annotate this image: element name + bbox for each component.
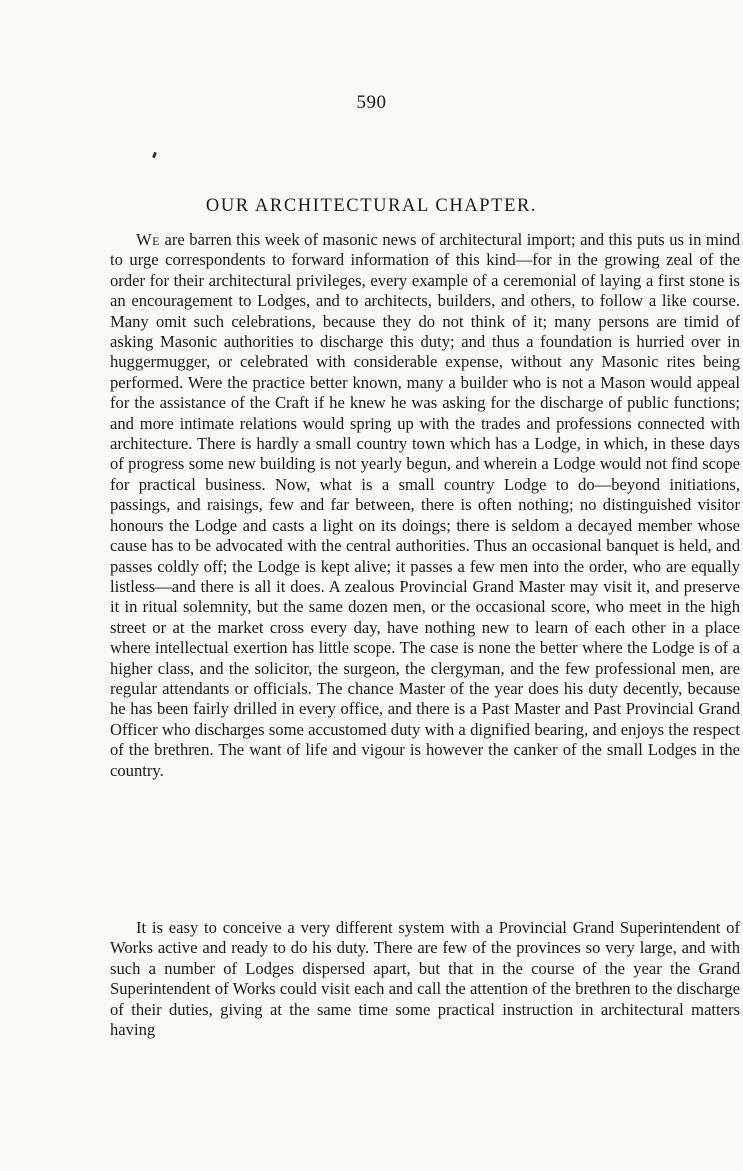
article-paragraph-1	[110, 230, 740, 781]
ink-speck	[152, 152, 157, 159]
article-paragraph-2: It is easy to conceive a very different system with a Provincial Grand Superintendent of Works active and ready to do his duty. There are few of the provinces so very large, and with such a number of Lodges dispersed apart, but that in the course of the year the Grand Superintendent of Works could visit each and call the attention of the brethren to the discharge of their duties, giving at the same time some practical instruction in architectural matters having	[110, 918, 740, 1040]
paragraph-1-text: are barren this week of masonic news of architectural import; and this puts us in mind to urge correspondents to forward information of this kind—for in the growing zeal of the order for their architectural privileges, every example of a ceremonial of laying a first stone is an encouragement to Lodges, and to architects, builders, and others, to follow a like course. Many omit such celebrations, because they do not think of it; many persons are timid of asking Masonic authorities to discharge this duty; and thus a foundation is hurried over in huggermugger, or celebrated with considerable expense, without any Masonic rites being performed. Were the practice better known, many a builder who is not a Mason would appeal for the assistance of the Craft if he knew he was asking for the discharge of public functions; and more intimate relations would spring up with the trades and professions connected with architecture. There is hardly a small country town which has a Lodge, in which, in these days of progress some new building is not yearly begun, and wherein a Lodge would not find scope for practical business. Now, what is a small country Lodge to do—beyond initiations, passings, and raisings, few and far between, there is often nothing; no distinguished visitor honours the Lodge and casts a light on its doings; there is seldom a decayed member whose cause has to be advocated with the central authorities. Thus an occasional banquet is held, and passes coldly off; the Lodge is kept alive; it passes a few men into the order, who are equally listless—and there is all it does. A zealous Provincial Grand Master may visit it, and preserve it in ritual solemnity, but the same dozen men, or the occasional score, who meet in the high street or at the market cross every day, have nothing new to learn of each other in a place where intellectual exertion has little scope. The case is none the better where the Lodge is of a higher class, and the solicitor, the surgeon, the clergyman, and the few professional men, are regular attendants or officials. The chance Master of the year does his duty decently, because he has been fairly drilled in every office, and there is a Past Master and Past Provincial Grand Officer who discharges some accustomed duty with a dignified bearing, and enjoys the respect of the brethren. The want of life and vigour is however the canker of the small Lodges in the country.	[110, 230, 740, 780]
article-title: OUR ARCHITECTURAL CHAPTER.	[205, 196, 538, 216]
paragraph-lead-word: We	[136, 230, 160, 249]
page-number: 590	[356, 92, 387, 113]
